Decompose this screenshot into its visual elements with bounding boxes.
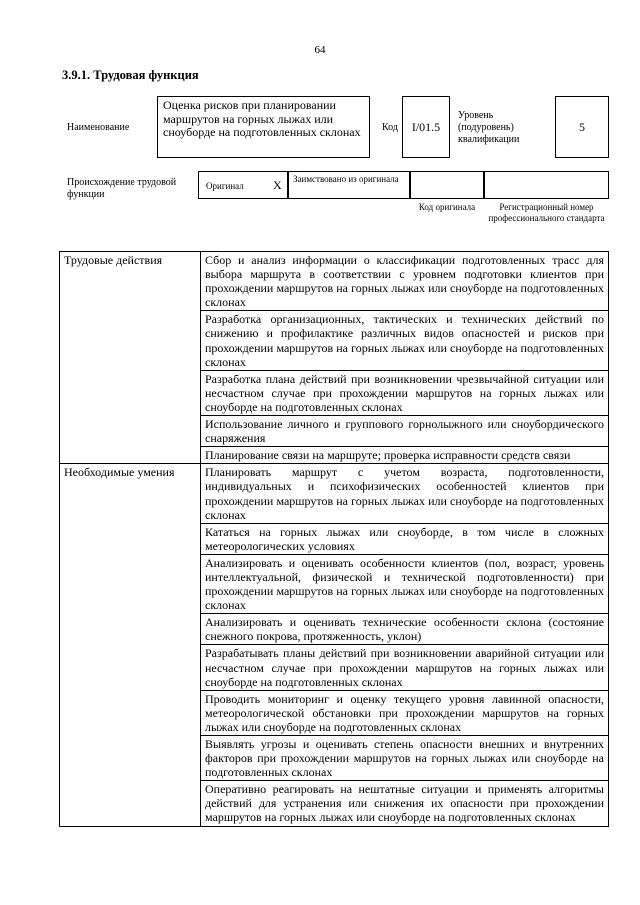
section-title: 3.9.1. Трудовая функция xyxy=(62,68,199,82)
level-label: Уровень (подуровень) квалификации xyxy=(458,110,520,145)
code-original-cell xyxy=(410,171,484,199)
table-cell: Разработка организационных, тактических и технических действий по снижению и профилактике различных видов опасностей и рисков при прохождении маршрутов на горных лыжах или сноуборде на подготовленных склонах xyxy=(201,311,609,370)
borrowed-cell xyxy=(288,171,410,199)
table-cell: Оперативно реагировать на нештатные ситуации и применять алгоритмы действий для устранения или снижения их опасности при прохождении маршрутов на горных лыжах или сноуборде на подготовленных склонах xyxy=(201,781,609,826)
code-label: Код xyxy=(382,122,398,133)
original-cell xyxy=(198,171,288,199)
table-cell: Анализировать и оценивать технические особенности склона (состояние снежного покрова, протяженность, уклон) xyxy=(201,614,609,645)
function-name: Оценка рисков при планировании маршрутов на горных лыжах или сноуборде на подготовленных склонах xyxy=(163,98,361,139)
table-cell: Кататься на горных лыжах или сноуборде, в том числе в сложных метеорологических условиях xyxy=(201,523,609,554)
table-cell: Выявлять угрозы и оценивать степень опасности внешних и внутренних факторов при прохождении маршрутов на горных лыжах или сноуборде на подготовленных склонах xyxy=(201,736,609,781)
name-label: Наименование xyxy=(67,122,130,133)
level-value: 5 xyxy=(579,119,585,134)
code-box xyxy=(402,96,450,158)
origin-label: Происхождение трудовой функции xyxy=(67,177,177,200)
category-cell: Необходимые умения xyxy=(60,464,201,826)
table-cell: Разработка плана действий при возникновении чрезвычайной ситуации или несчастном случае при прохождении маршрутов на горных лыжах или сноуборде на подготовленных склонах xyxy=(201,370,609,415)
original-mark: X xyxy=(273,178,282,192)
reg-number-caption: Регистрационный номер профессионального стандарта xyxy=(488,202,605,223)
table-cell: Планирование связи на маршруте; проверка исправности средств связи xyxy=(201,447,609,464)
table-row xyxy=(60,252,609,311)
table-cell: Использование личного и группового горнолыжного или сноубордического снаряжения xyxy=(201,416,609,447)
table-cell: Проводить мониторинг и оценку текущего уровня лавинной опасности, метеорологической обстановки при прохождении маршрутов на горных лыжах или сноуборде на подготовленных склонах xyxy=(201,690,609,735)
reg-number-cell xyxy=(484,171,609,199)
function-name-box xyxy=(157,96,370,158)
original-label: Оригинал xyxy=(206,181,244,191)
table-row xyxy=(60,464,609,523)
table-cell: Анализировать и оценивать особенности клиентов (пол, возраст, уровень интеллектуальной, физической и технической подготовленности) при прохождении маршрутов на горных лыжах или сноуборде на подготовленных склонах xyxy=(201,554,609,613)
table-cell: Планировать маршрут с учетом возраста, подготовленности, индивидуальных и психофизических особенностей клиентов при прохождении маршрутов на горных лыжах или сноуборде на подготовленных склонах xyxy=(201,464,609,523)
level-box xyxy=(555,96,609,158)
table-cell: Сбор и анализ информации о классификации подготовленных трасс для выбора маршрута в соответствии с уровнем подготовки клиентов при прохождении маршрутов на горных лыжах или сноуборде на подготовленных склонах xyxy=(201,252,609,311)
table-cell: Разрабатывать планы действий при возникновении аварийной ситуации или несчастном случае при прохождении маршрутов на горных лыжах или сноуборде на подготовленных склонах xyxy=(201,645,609,690)
code-value: I/01.5 xyxy=(411,119,441,134)
page-number: 64 xyxy=(314,44,326,56)
borrowed-label: Заимствовано из оригинала xyxy=(293,174,399,184)
functions-table xyxy=(59,251,609,827)
category-cell: Трудовые действия xyxy=(60,252,201,464)
code-original-caption: Код оригинала xyxy=(418,202,476,212)
